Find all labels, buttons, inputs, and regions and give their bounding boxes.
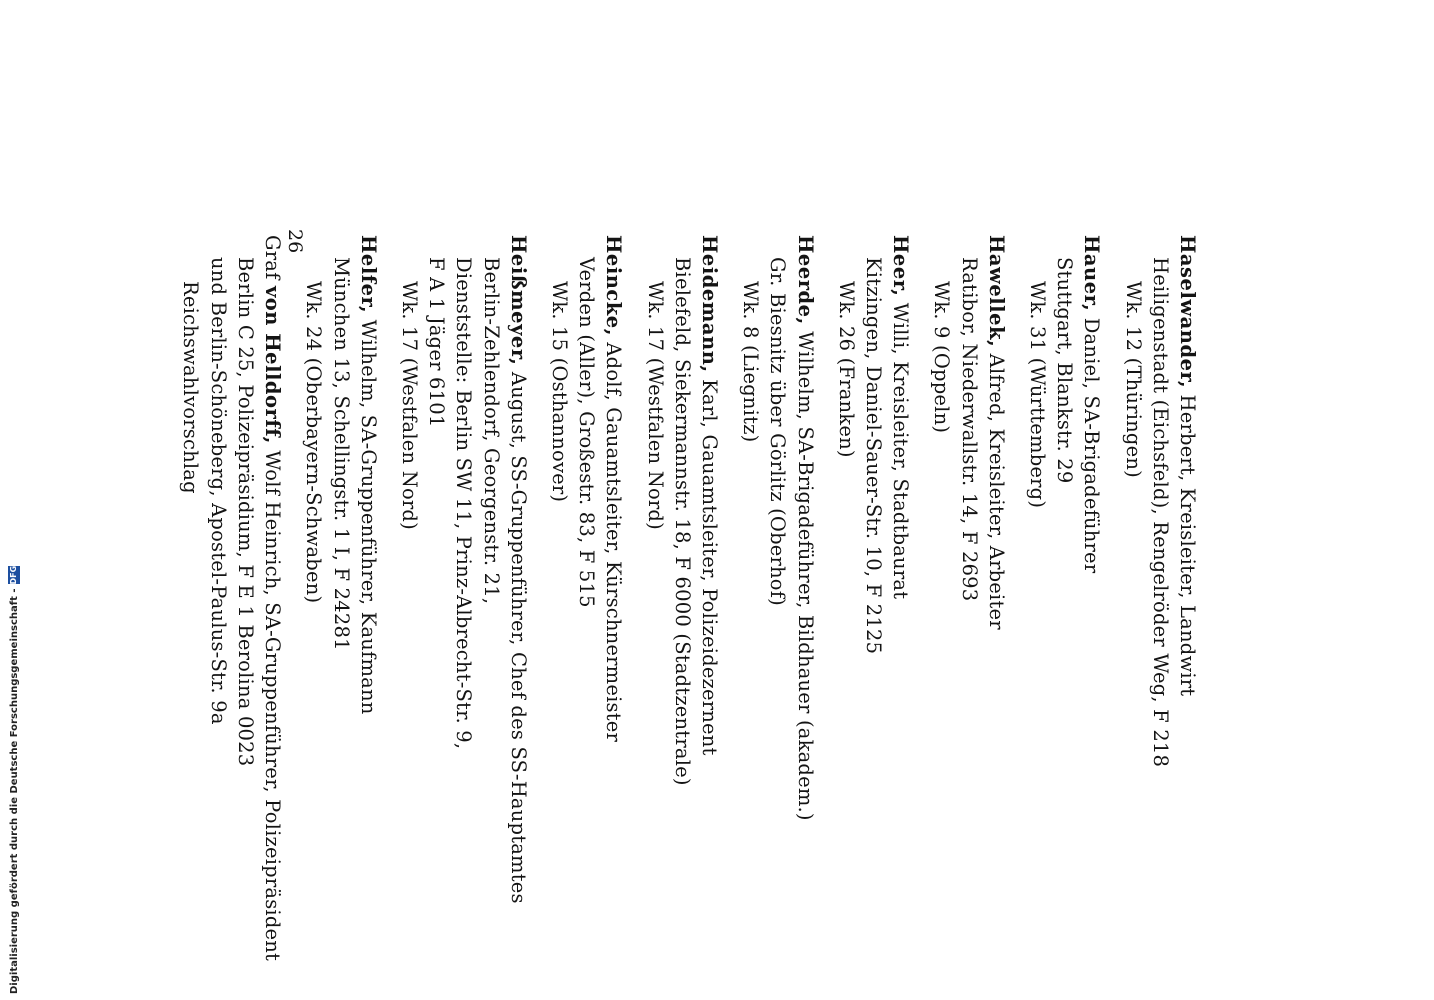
entry-details: Karl, Gauamtsleiter, Polizeidezernent: [697, 372, 721, 756]
entry-line: [791, 235, 818, 821]
footer-text-row: [2, 565, 26, 994]
page-number: 26: [284, 229, 306, 254]
entry-helfer: [300, 235, 382, 795]
directory-entries: [163, 235, 1201, 962]
entry-haselwander: [1119, 235, 1201, 795]
entry-line: [1078, 235, 1105, 795]
entry-details: Wilhelm, SA-Gruppenführer, Kaufmann: [356, 313, 380, 715]
entry-district: Wk. 8 (Liegnitz): [739, 281, 763, 443]
entry-surname: Heerde,: [793, 235, 817, 325]
entry-hauer: [1024, 235, 1106, 795]
entry-heerde: [737, 235, 819, 821]
entry-helldorff: [177, 235, 286, 962]
entry-details: Daniel, SA-Brigadeführer: [1080, 311, 1104, 574]
entry-line: [1174, 235, 1201, 795]
entry-hawellek: [928, 235, 1010, 795]
entry-district: Wk. 24 (Oberbayern-Schwaben): [302, 281, 326, 604]
entry-phone: F A 1 Jäger 6101: [425, 257, 449, 428]
entry-address: Kitzingen, Daniel-Sauer-Str. 10, F 2125: [861, 257, 885, 655]
entry-district: Wk. 12 (Thüringen): [1121, 281, 1145, 478]
entry-surname: Helfer,: [356, 235, 380, 314]
entry-address-2: und Berlin-Schöneberg, Apostel-Paulus-Str. 9a: [206, 257, 230, 725]
entry-surname: Heincke,: [602, 235, 626, 336]
entry-details: August, SS-Gruppenführer, Chef des SS-Hauptamtes: [506, 365, 530, 904]
entry-details: Wilhelm, SA-Brigadeführer, Bildhauer (akadem.): [793, 324, 817, 821]
entry-surname: Hauer,: [1080, 235, 1104, 312]
entry-heer: [833, 235, 915, 795]
entry-address: Berlin-Zehlendorf, Georgenstr. 21,: [479, 257, 503, 605]
entry-details: Adolf, Gauamtsleiter, Kürschnermeister: [602, 336, 626, 743]
entry-surname: Hawellek,: [984, 235, 1008, 348]
entry-details: Willi, Kreisleiter, Stadtbaurat: [889, 296, 913, 600]
entry-heincke: [546, 235, 628, 795]
entry-address: Bielefeld, Siekermannstr. 18, F 6000 (Stadtzentrale): [670, 257, 694, 786]
entry-heidemann: [641, 235, 723, 795]
entry-line: [259, 235, 286, 962]
entry-line: [355, 235, 382, 795]
entry-surname: von Helldorff,: [261, 285, 285, 444]
entry-address: Gr. Biesnitz über Görlitz (Oberhof): [766, 257, 790, 606]
entry-line: [696, 235, 723, 795]
entry-district: Wk. 17 (Westfalen Nord): [643, 281, 667, 530]
entry-district: Reichswahlvorschlag: [179, 281, 203, 494]
entry-address: Heiligenstadt (Eichsfeld), Rengelröder Weg, F 218: [1148, 257, 1172, 768]
entry-surname: Haselwander,: [1176, 235, 1199, 389]
digitization-footer: [0, 0, 24, 1000]
entry-address: Berlin C 25, Polizeipräsidium, F E 1 Berolina 0023: [233, 257, 257, 767]
entry-surname: Heidemann,: [697, 235, 721, 373]
entry-address: München 13, Schellingstr. 1 I, F 24281: [329, 257, 353, 651]
footer-text: Digitalisierung gefördert durch die Deutsche Forschungsgemeinschaft -: [8, 588, 20, 994]
entry-address: Stuttgart, Blankstr. 29: [1053, 257, 1077, 484]
entry-district: Wk. 17 (Westfalen Nord): [397, 281, 421, 530]
entry-address: Ratibor, Niederwallstr. 14, F 2693: [957, 257, 981, 602]
entry-details: Wolf Heinrich, SA-Gruppenführer, Polizeipräsident: [261, 443, 285, 962]
entry-address: Verden (Aller), Großestr. 83, F 515: [575, 257, 599, 608]
entry-district: Wk. 15 (Osthannover): [547, 281, 571, 503]
entry-district: Wk. 26 (Franken): [834, 281, 858, 458]
entry-district: Wk. 9 (Oppeln): [930, 281, 954, 434]
entry-line: [887, 235, 914, 795]
entry-surname: Heer,: [889, 235, 913, 297]
entry-line: [600, 235, 627, 795]
entry-details: Herbert, Kreisleiter, Landwirt: [1176, 388, 1199, 697]
entry-line: [983, 235, 1010, 795]
entry-prefix: Graf: [261, 235, 285, 286]
entry-heissmeyer: [396, 235, 532, 904]
entry-details: Alfred, Kreisleiter, Arbeiter: [984, 347, 1008, 630]
entry-district: Wk. 31 (Württemberg): [1025, 281, 1049, 509]
entry-line: [505, 235, 532, 904]
entry-office: Dienststelle: Berlin SW 11, Prinz-Albrecht-Str. 9,: [452, 257, 476, 750]
entry-surname: Heißmeyer,: [506, 235, 530, 366]
dfg-logo-icon: DFG: [9, 565, 18, 585]
